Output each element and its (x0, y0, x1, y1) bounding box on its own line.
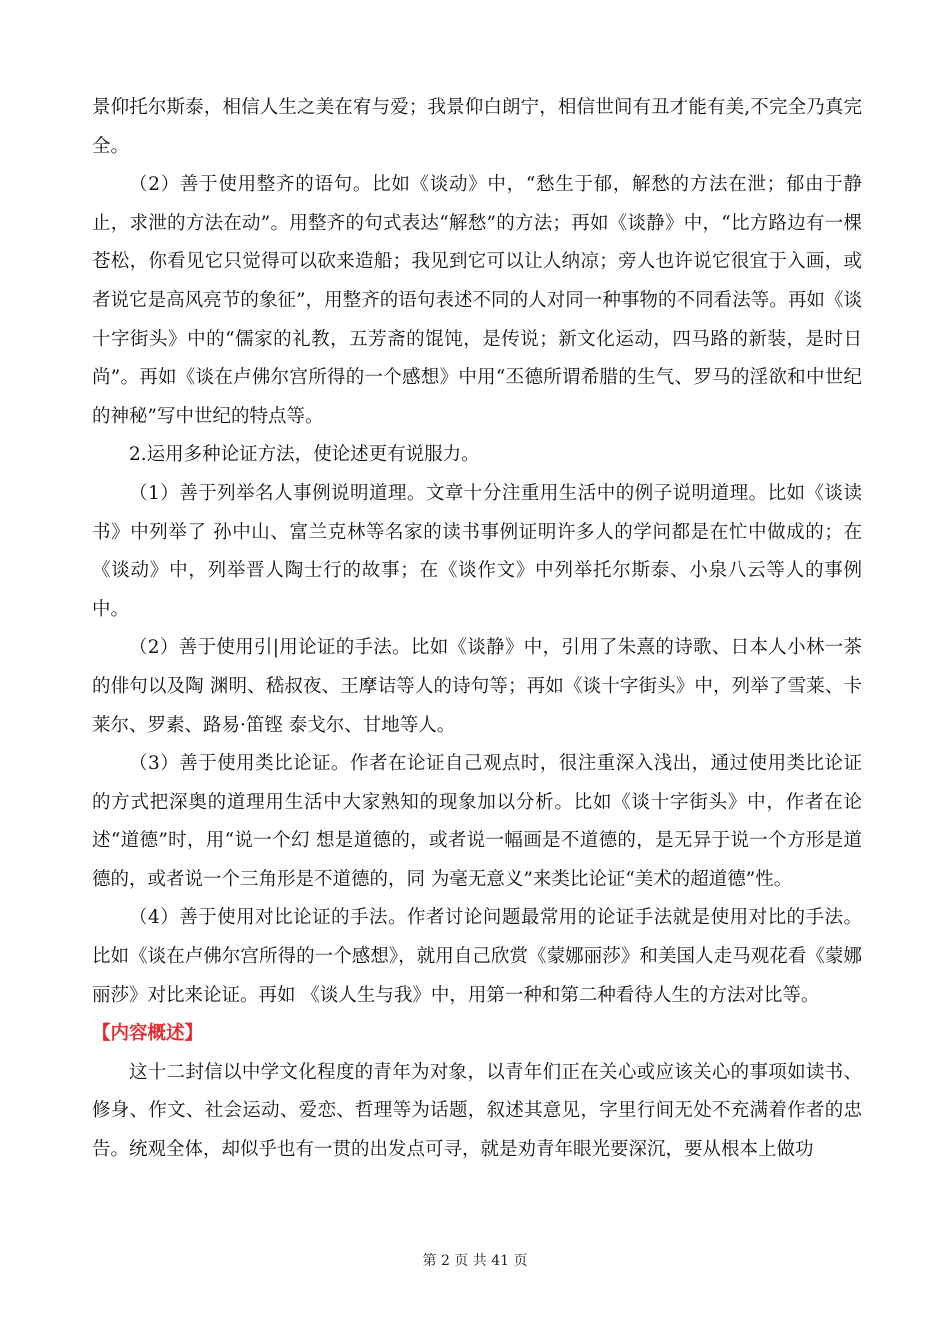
paragraph-quotation-argument: （2）善于使用引|用论证的手法。比如《谈静》中，引用了朱熹的诗歌、日本人小林一茶的俳句以及陶 渊明、嵇叔夜、王摩诘等人的诗句等；再如《谈十字街头》中，列举了雪莱、卡莱尔、罗素、路易·笛铿 泰戈尔、甘地等人。 (92, 637, 862, 736)
paragraph-famous-examples: （1）善于列举名人事例说明道理。文章十分注重用生活中的例子说明道理。比如《谈读书》中列举了 孙中山、富兰克林等名家的读书事例证明许多人的学问都是在忙中做成的；在《谈动》中，列举晋人陶士行的故事；在《谈作文》中列举托尔斯泰、小泉八云等人的事例中。 (92, 482, 862, 620)
paragraph-continuation: 景仰托尔斯泰，相信人生之美在宥与爱；我景仰白朗宁，相信世间有丑才能有美,不完全乃真完全。 (92, 97, 862, 157)
paragraph-analogy-argument: （3）善于使用类比论证。作者在论证自己观点时，很注重深入浅出，通过使用类比论证的方式把深奥的道理用生活中大家熟知的现象加以分析。比如《谈十字街头》中，作者在论述“道德”时，用“说一个幻 想是道德的，或者说一幅画是不道德的，是无异于说一个方形是道德的，或者说一个三角形是不道德的，同 为毫无意义”来类比论证“美术的超道德”性。 (92, 753, 862, 890)
paragraph-neat-sentences: （2）善于使用整齐的语句。比如《谈动》中，“愁生于郁，解愁的方法在泄；郁由于静止，求泄的方法在动”。用整齐的句式表达“解愁”的方法；再如《谈静》中，“比方路边有一棵苍松，你看见它只觉得可以砍来造船；我见到它可以让人纳凉；旁人也许说它很宜于入画，或者说它是高风亮节的象征”，用整齐的语句表述不同的人对同一种事物的不同看法等。再如《谈十字街头》中的“儒家的礼教，五芳斋的馄饨，是传说；新文化运动，四马路的新装，是时日尚”。再如《谈在卢佛尔宫所得的一个感想》中用“丕德所谓希腊的生气、罗马的淫欲和中世纪的神秘”写中世纪的特点等。 (92, 174, 862, 427)
page-content (92, 89, 862, 1170)
paragraph-argument-methods-heading: 2.运用多种论证方法，使论述更有说服力。 (129, 444, 480, 466)
page-number-footer: 第 2 页 共 41 页 (422, 1253, 528, 1269)
paragraph-contrast-argument: （4）善于使用对比论证的手法。作者讨论问题最常用的论证手法就是使用对比的手法。比如《谈在卢佛尔宫所得的一个感想》，就用自己欣赏《蒙娜丽莎》和美国人走马观花看《蒙娜丽莎》对比来论证。再如 《谈人生与我》中，用第一种和第二种看待人生的方法对比等。 (92, 907, 862, 1006)
paragraph-summary: 这十二封信以中学文化程度的青年为对象，以青年们正在关心或应该关心的事项如读书、修身、作文、社会运动、爱恋、哲理等为话题，叙述其意见，字里行间无处不充满着作者的忠告。统观全体，却似乎也有一贯的出发点可寻，就是劝青年眼光要深沉，要从根本上做功 (92, 1061, 862, 1161)
section-heading-content-summary: 【内容概述】 (92, 1023, 204, 1045)
